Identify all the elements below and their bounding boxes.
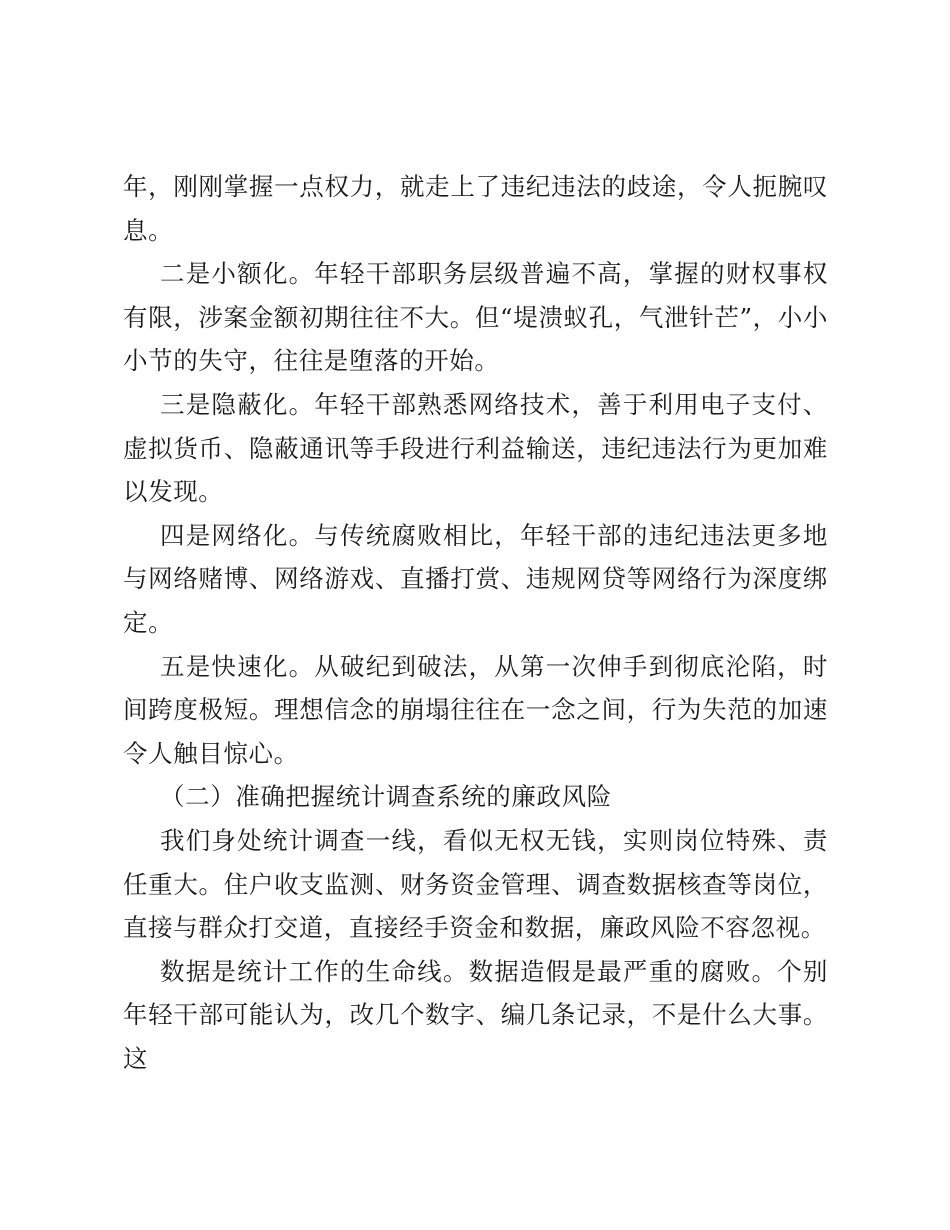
paragraph-continuation: 年，刚刚掌握一点权力，就走上了违纪违法的歧途，令人扼腕叹息。 <box>123 172 828 245</box>
paragraph-rapidity: 五是快速化。从破纪到破法，从第一次伸手到彻底沦陷，时间跨度极短。理想信念的崩塌往往在一念之间，行为失范的加速令人触目惊心。 <box>123 651 828 768</box>
document-body <box>123 165 828 1080</box>
paragraph-small-amount: 二是小额化。年轻干部职务层级普遍不高，掌握的财权事权有限，涉案金额初期往往不大。但“堤溃蚁孔，气泄针芒”，小小小节的失守，往往是堕落的开始。 <box>123 259 828 376</box>
paragraph-data-lifeline: 数据是统计工作的生命线。数据造假是最严重的腐败。个别年轻干部可能认为，改几个数字、编几条记录，不是什么大事。这 <box>123 956 828 1073</box>
paragraph-frontline-risk: 我们身处统计调查一线，看似无权无钱，实则岗位特殊、责任重大。住户收支监测、财务资金管理、调查数据核查等岗位，直接与群众打交道，直接经手资金和数据，廉政风险不容忽视。 <box>123 825 828 943</box>
paragraph-concealment: 三是隐蔽化。年轻干部熟悉网络技术，善于利用电子支付、虚拟货币、隐蔽通讯等手段进行利益输送，违纪违法行为更加难以发现。 <box>123 389 828 507</box>
paragraph-networking: 四是网络化。与传统腐败相比，年轻干部的违纪违法更多地与网络赌博、网络游戏、直播打赏、违规网贷等网络行为深度绑定。 <box>123 520 828 637</box>
section-heading: （二）准确把握统计调查系统的廉政风险 <box>160 782 612 812</box>
